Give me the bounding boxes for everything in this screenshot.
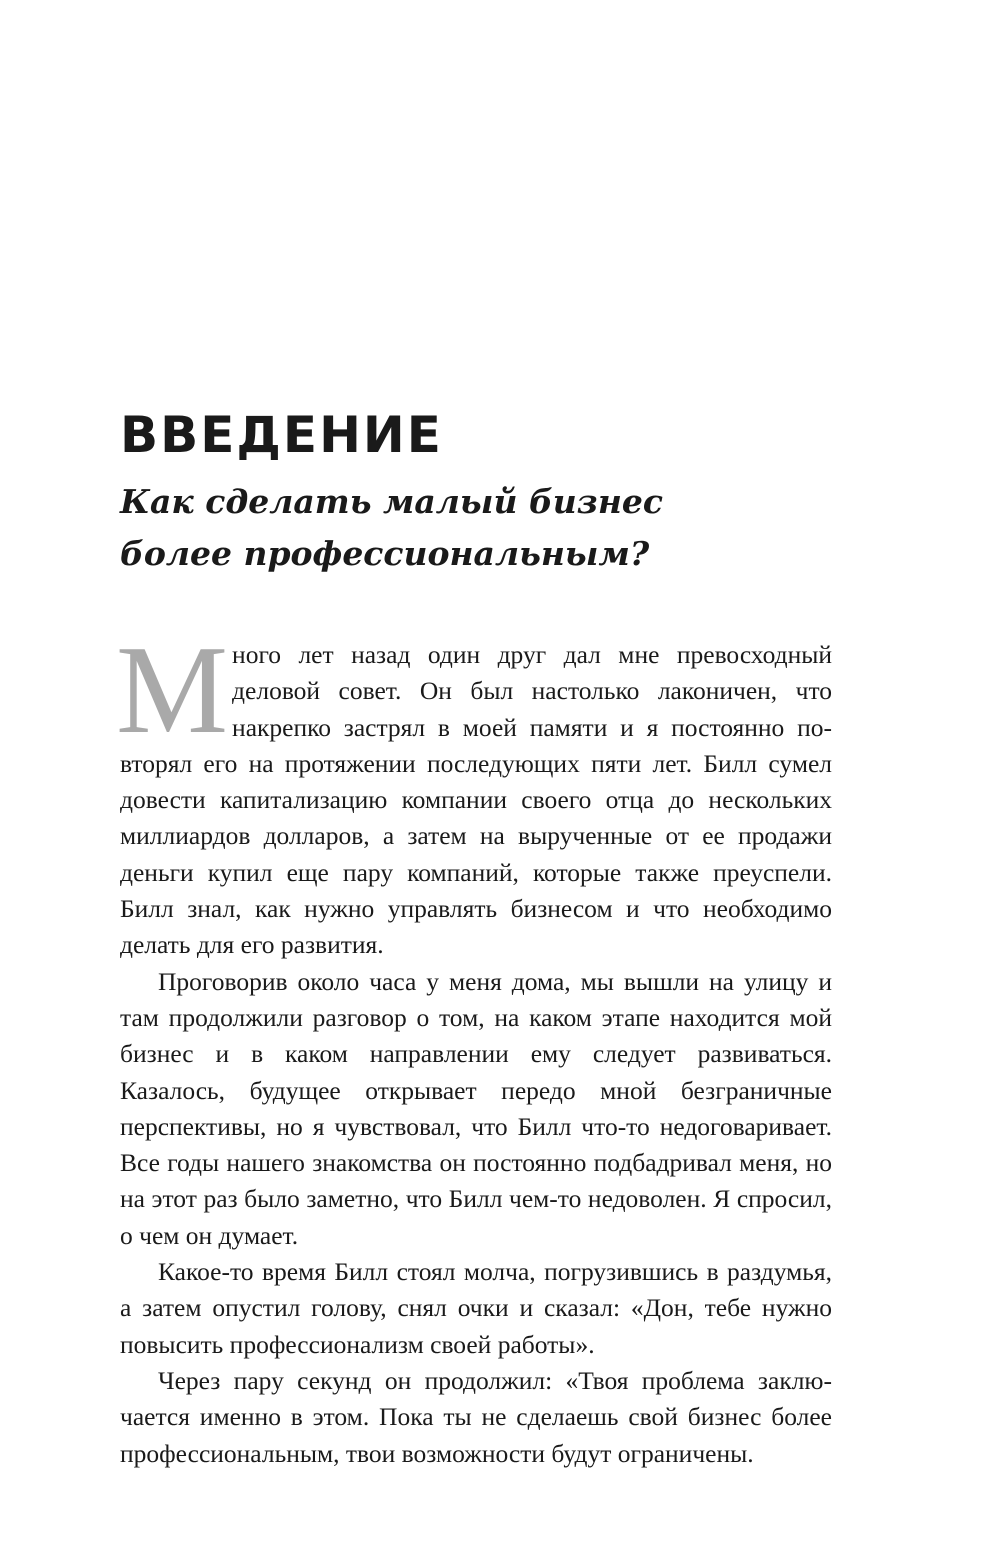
paragraph-2: Проговорив около часа у меня дома, мы вышли на улицу и там продолжили разговор о том, на каком этапе находится мой бизнес и в каком направлении ему следует развиваться. Казалось, будущее открывает передо мной безграничные перспективы, но я чувствовал, что Билл что-то недоговаривает. Все годы нашего знакомства он постоянно подбадривал меня, но на этот раз было заметно, что Билл чем-то недоволен. Я спросил, о чем он думает. bbox=[120, 966, 832, 1250]
chapter-title: ВВЕДЕНИЕ bbox=[120, 406, 443, 464]
drop-cap: М bbox=[116, 621, 229, 760]
paragraph-1 bbox=[116, 621, 832, 964]
paragraph-3: Какое-то время Билл стоял молча, погрузившись в раздумья, а затем опустил голову, снял очки и сказал: «Дон, тебе нужно повысить профессионализм своей работы». bbox=[120, 1257, 832, 1359]
paragraph-1-text: ного лет назад один друг дал мне превосходный деловой совет. Он был настолько лаконичен, что накрепко застрял в моей памяти и я постоянно повторял его на протяжении последующих пяти лет. Билл сумел довести капитализацию компании своего отца до нескольких миллиардов долларов, а затем на вырученные от ее продажи деньги купил еще пару компаний, которые также преуспели. Билл знал, как нужно управлять бизнесом и что необходимо делать для его развития. bbox=[120, 640, 832, 960]
chapter-subtitle bbox=[120, 476, 840, 580]
body-text bbox=[116, 621, 832, 1472]
subtitle-line-1: Как сделать малый бизнес bbox=[120, 482, 663, 521]
subtitle-line-2: более профессиональным? bbox=[120, 534, 650, 573]
paragraph-4: Через пару секунд он продолжил: «Твоя проблема заключается именно в этом. Пока ты не сделаешь свой бизнес более профессиональным, твои возможности будут ограничены. bbox=[120, 1365, 832, 1468]
